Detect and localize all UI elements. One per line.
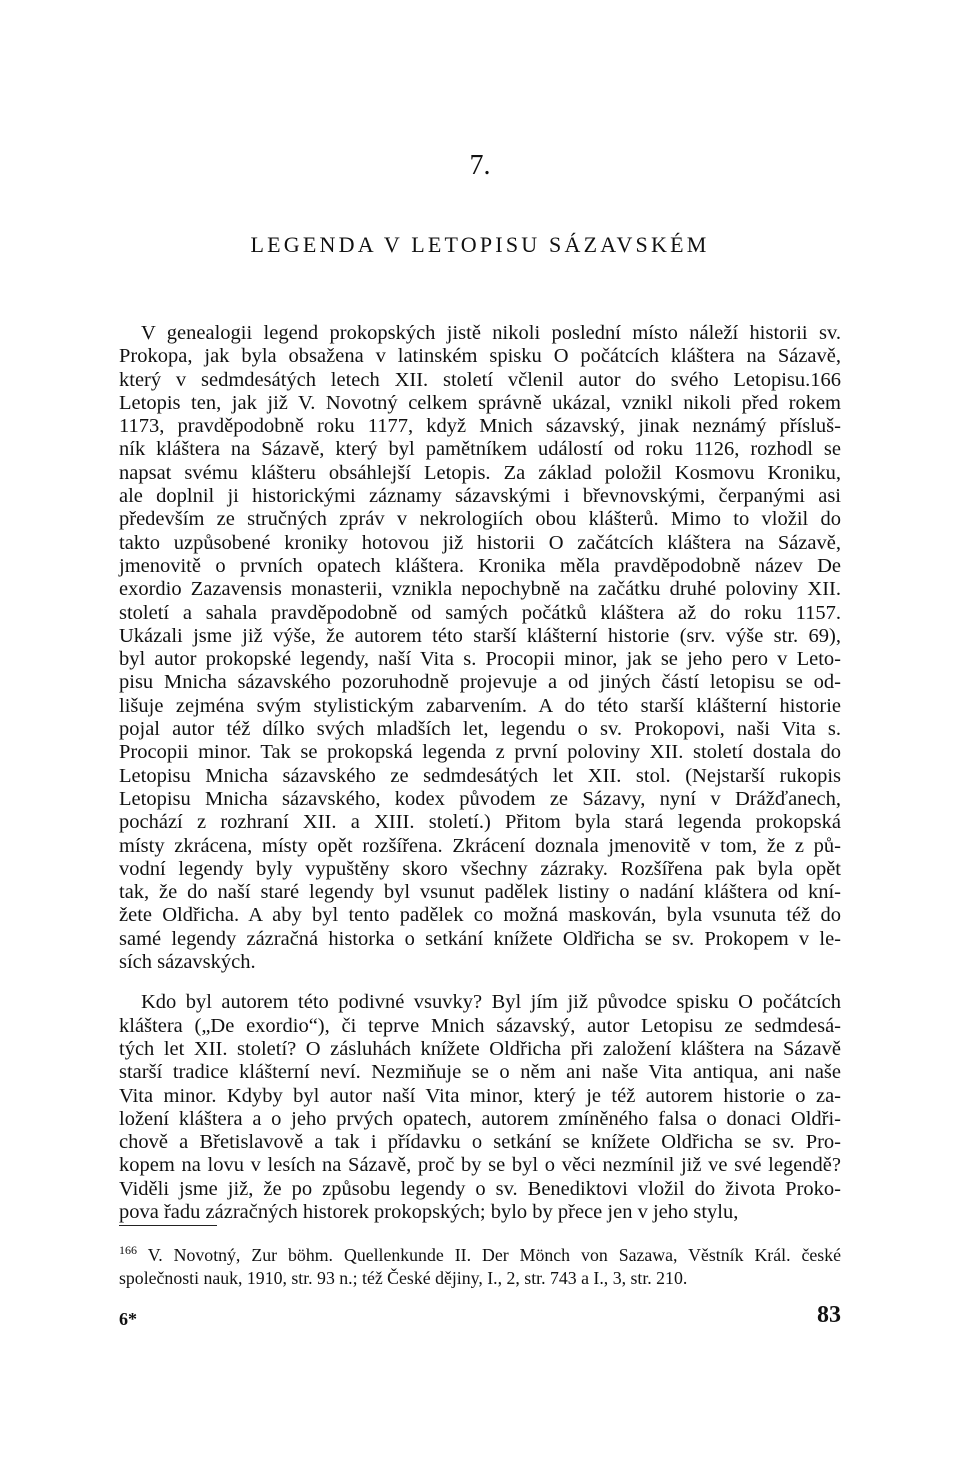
chapter-title: LEGENDA V LETOPISU SÁZAVSKÉM bbox=[250, 232, 710, 257]
text-line: vodní legendy byly vypuštěny skoro všechny zázraky. Rozšířena pak byla opět bbox=[119, 857, 841, 880]
footnotes bbox=[119, 1245, 841, 1292]
text-line: samé legendy zázračná historka o setkání knížete Oldřicha se sv. Prokopem v le- bbox=[119, 927, 841, 950]
text-line: 1173, pravděpodobně roku 1177, když Mnich sázavský, jinak neznámý přísluš- bbox=[119, 415, 841, 438]
text-line: pisu Mnicha sázavského pozoruhodně projevuje a od jiných částí letopisu se od- bbox=[119, 671, 841, 694]
text-line: Vita minor. Kdyby byl autor naší Vita minor, který je též autorem historie o za- bbox=[119, 1084, 841, 1107]
text-line: především ze stručných zpráv v nekrologiích obou klášterů. Mimo to vložil do bbox=[119, 508, 841, 531]
text-line: ale doplnil ji historickými záznamy sázavskými i břevnovskými, čerpanými asi bbox=[119, 485, 841, 508]
text-line: Viděli jsme již, že po způsobu legendy o sv. Benediktovi vložil do života Proko- bbox=[119, 1177, 841, 1200]
text-line: takto uzpůsobené kroniky hotovou již historii O začátcích kláštera na Sázavě, bbox=[119, 531, 841, 554]
text-line: ložení kláštera a o jeho prvých opatech, autorem zmíněného falsa o donaci Oldři- bbox=[119, 1107, 841, 1130]
text-line: ník kláštera na Sázavě, který byl pamětníkem událostí od roku 1126, rozhodl se bbox=[119, 438, 841, 461]
text-line: chově a Břetislavově a tak i přídavku o setkání se knížete Oldřicha se sv. Pro- bbox=[119, 1131, 841, 1154]
text-line: který v sedmdesátých letech XII. století včlenil autor do svého Letopisu.166 bbox=[119, 368, 841, 391]
text-line: kopem na lovu v lesích na Sázavě, proč by se byl o věci nezmínil již ve své legendě? bbox=[119, 1154, 841, 1177]
text-line: pova řadu zázračných historek prokopských; bylo by přece jen v jeho stylu, bbox=[119, 1200, 739, 1223]
text-line: Prokopa, jak byla obsažena v latinském spisku O počátcích kláštera na Sázavě, bbox=[119, 345, 841, 368]
text-line: žete Oldřicha. A aby byl tento padělek co možná maskován, byla vsunuta též do bbox=[119, 904, 841, 927]
text-line: století a sahala pravděpodobně od samých počátků kláštera až do roku 1157. bbox=[119, 601, 841, 624]
text-line: kláštera („De exordio“), či teprve Mnich sázavský, autor Letopisu ze sedmdesá- bbox=[119, 1014, 841, 1037]
text-line: V genealogii legend prokopských jistě nikoli poslední místo náleží historii sv. bbox=[141, 322, 841, 344]
text-line: jmenovitě o prvních opatech kláštera. Kronika měla pravděpodobně název De bbox=[119, 554, 841, 577]
text-line: sích sázavských. bbox=[119, 951, 256, 974]
text-line: byl autor prokopské legendy, naší Vita s. Procopii minor, jak se jeho pero v Leto- bbox=[119, 648, 841, 671]
footnote-line: $^{166}$ V. Novotný, Zur böhm. Quellenkunde II. Der Mönch von Sazawa, Věstník Král. české bbox=[119, 1243, 841, 1265]
text-line: exordio Zazavensis monasterii, vznikla nepochybně na začátku druhé poloviny XII. bbox=[119, 578, 841, 601]
text-line: Letopisu Mnicha sázavského ze sedmdesátých let XII. stol. (Nejstarší rukopis bbox=[119, 764, 841, 787]
body-text bbox=[119, 322, 841, 1224]
paragraph-1 bbox=[119, 322, 841, 974]
text-line: tých let XII. století? O zásluhách knížete Oldřicha při založení kláštera na Sázavě bbox=[119, 1037, 841, 1060]
text-line: napsat svému klášteru obsáhlejší Letopis. Za základ položil Kosmovu Kroniku, bbox=[119, 461, 841, 484]
text-line: Procopii minor. Tak se prokopská legenda z první poloviny XII. století dostala do bbox=[119, 741, 841, 764]
signature-mark: 6* bbox=[119, 1309, 137, 1329]
text-line: Letopis ten, jak již V. Novotný celkem správně ukázal, vznikl nikoli před rokem bbox=[119, 391, 841, 414]
page-number: 83 bbox=[817, 1302, 841, 1328]
text-line: pojal autor též dílko svých mladších let, legendu o sv. Prokopovi, naši Vita s. bbox=[119, 718, 841, 741]
text-line: Letopisu Mnicha sázavského, kodex původem ze Sázavy, nyní v Drážďanech, bbox=[119, 787, 841, 810]
text-line: lišuje zejména svým stylistickým zabarvením. A do této starší klášterní historie bbox=[119, 694, 841, 717]
chapter-number: 7. bbox=[469, 150, 491, 181]
text-line: pochází z rozhraní XII. a XIII. století.) Přitom byla stará legenda prokopská bbox=[119, 811, 841, 834]
text-line: starší tradice klášterní neví. Nezmiňuje se o něm ani naše Vita antiqua, ani naše bbox=[119, 1061, 841, 1084]
footnote-number: 166 bbox=[119, 1243, 137, 1257]
footnote-divider bbox=[119, 1225, 217, 1226]
text-line: Kdo byl autorem této podivné vsuvky? Byl jím již původce spisku O počátcích bbox=[141, 991, 841, 1014]
paragraph-2 bbox=[119, 991, 841, 1224]
text-line: tak, že do naší staré legendy byl vsunut padělek listiny o nadání kláštera od kní- bbox=[119, 881, 841, 904]
text-line: místy zkrácena, místy opět rozšířena. Zkrácení doznala jmenovitě v tom, že z pů- bbox=[119, 834, 841, 857]
footnote-line: společnosti nauk, 1910, str. 93 n.; též České dějiny, I., 2, str. 743 a I., 3, str. 210. bbox=[119, 1268, 688, 1289]
text-line: Ukázali jsme již výše, že autorem této starší klášterní historie (srv. výše str. 69), bbox=[119, 624, 841, 647]
